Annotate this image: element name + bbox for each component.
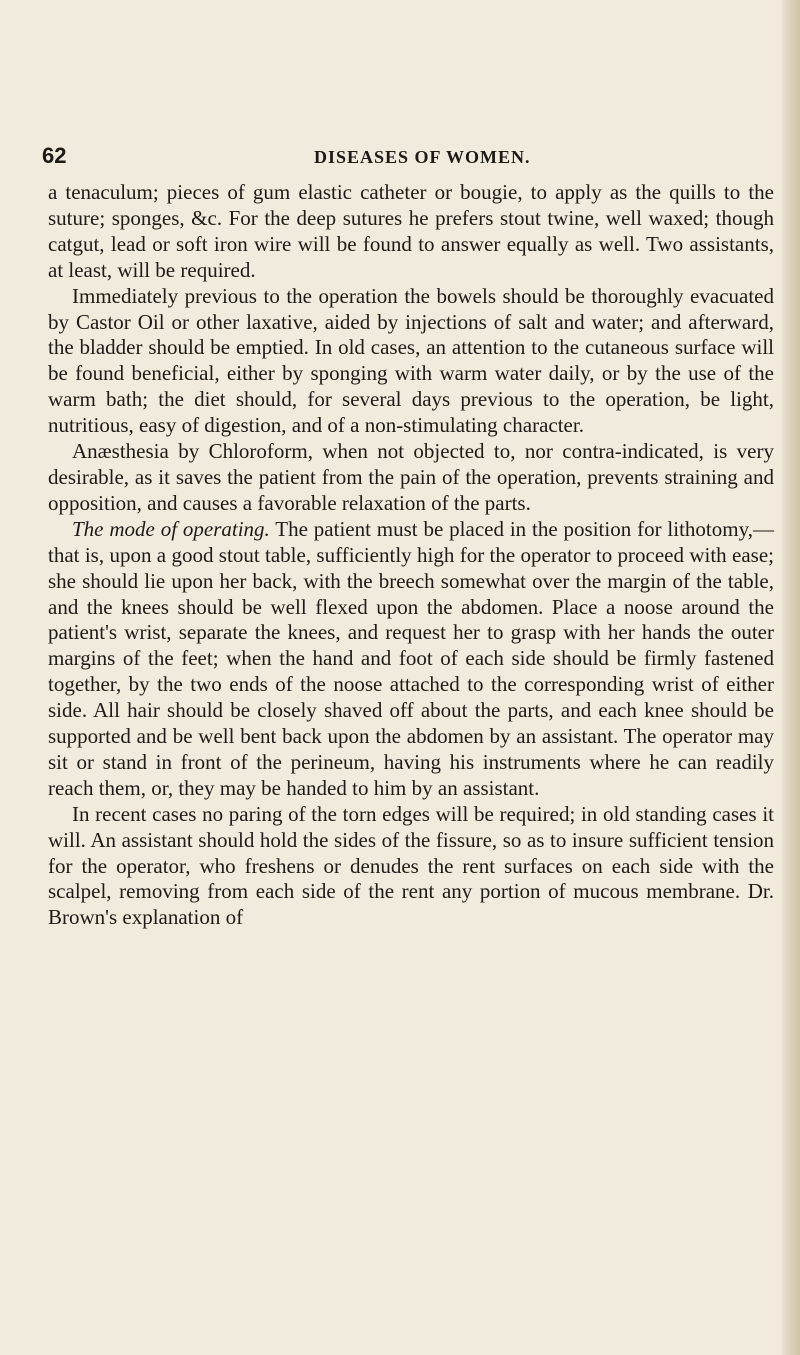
paragraph-2: Immediately previous to the operation the bowels should be thoroughly evacuated by Castor Oil or other laxative, aided by injections of salt and water; and afterward, the bladder should be emptied. In old cases, an attention to the cutaneous surface will be found beneficial, either by sponging with warm water daily, or by the use of the warm bath; the diet should, for several days previous to the operation, be light, nutritious, easy of digestion, and of a non-stimulating character. bbox=[48, 283, 774, 438]
paragraph-4-text: The patient must be placed in the position for lithotomy,—that is, upon a good stout table, sufficiently high for the operator to proceed with ease; she should lie upon her back, with the breech somewhat over the margin of the table, and the knees should be well flexed upon the abdomen. Place a noose around the patient's wrist, separate the knees, and request her to grasp with her hands the outer margins of the feet; when the hand and foot of each side should be firmly fastened together, by the two ends of the noose attached to the corresponding wrist of either side. All hair should be closely shaved off about the parts, and each knee should be supported and be well bent back upon the abdomen by an assistant. The operator may sit or stand in front of the perineum, having his instruments where he can readily reach them, or, they may be handed to him by an assistant. bbox=[48, 516, 774, 800]
paragraph-1: a tenaculum; pieces of gum elastic catheter or bougie, to apply as the quills to the suture; sponges, &c. For the deep sutures he prefers stout twine, well waxed; though catgut, lead or soft iron wire will be found to answer equally as well. Two assistants, at least, will be required. bbox=[48, 180, 774, 282]
paragraph-3: Anæsthesia by Chloroform, when not objected to, nor contra-indicated, is very desirable, as it saves the patient from the pain of the operation, prevents straining and opposition, and causes a favorable relaxation of the parts. bbox=[48, 439, 774, 515]
paragraph-5: In recent cases no paring of the torn edges will be required; in old standing cases it will. An assistant should hold the sides of the fissure, so as to insure sufficient tension for the operator, who freshens or denudes the rent surfaces on each side with the scalpel, removing from each side of the rent any portion of mucous membrane. Dr. Brown's explanation of bbox=[48, 801, 774, 930]
page-number: 62 bbox=[42, 143, 67, 168]
page-edge bbox=[782, 0, 800, 1355]
running-head: DISEASES OF WOMEN. bbox=[314, 147, 531, 167]
paragraph-4 bbox=[48, 517, 774, 802]
paragraph-4-lead: The mode of operating. bbox=[72, 516, 270, 541]
page-header bbox=[42, 143, 762, 173]
body-text bbox=[48, 180, 774, 931]
